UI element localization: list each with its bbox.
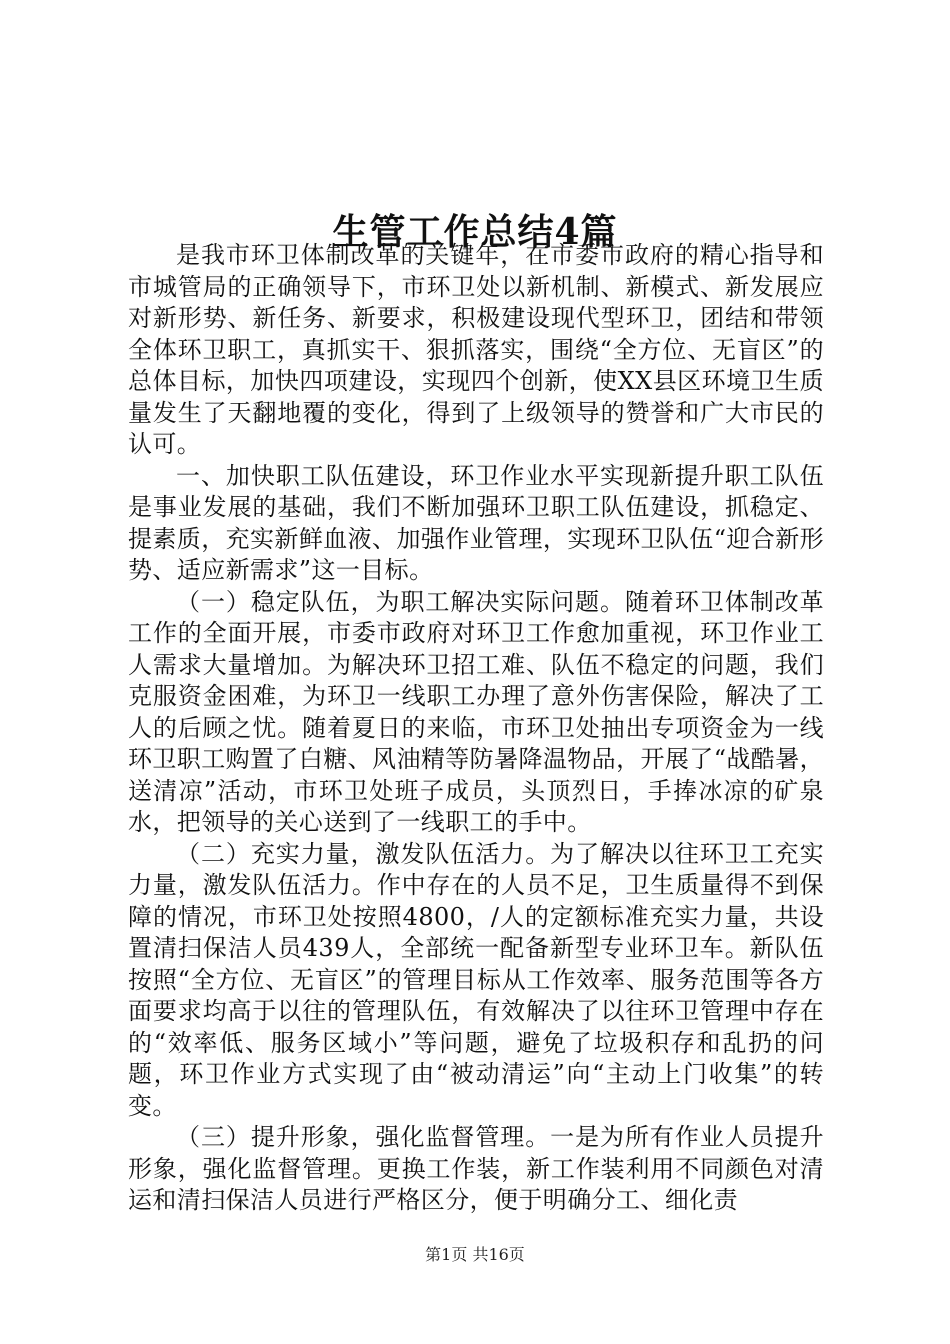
document-title: 生管工作总结4篇 xyxy=(332,211,618,254)
paragraph-intro: 是我市环卫体制改革的关键年，在市委市政府的精心指导和市城管局的正确领导下，市环卫处以新机制、新模式、新发展应对新形势、新任务、新要求，积极建设现代型环卫，团结和带领全体环卫职工，真抓实干、狠抓落实，围绕“全方位、无盲区”的总体目标，加快四项建设，实现四个创新，使XX县区环境卫生质量发生了天翻地覆的变化，得到了上级领导的赞誉和广大市民的认可。 xyxy=(128,241,824,458)
paragraph-section-1: 一、加快职工队伍建设，环卫作业水平实现新提升职工队伍是事业发展的基础，我们不断加强环卫职工队伍建设，抓稳定、提素质，充实新鲜血液、加强作业管理，实现环卫队伍“迎合新形势、适应新需求”这一目标。 xyxy=(128,461,824,584)
document-body xyxy=(128,240,824,1217)
page-number-footer: 第1页 共16页 xyxy=(425,1245,525,1264)
paragraph-subsection-1: （一）稳定队伍，为职工解决实际问题。随着环卫体制改革工作的全面开展，市委市政府对环卫工作愈加重视，环卫作业工人需求大量增加。为解决环卫招工难、队伍不稳定的问题，我们克服资金困难，为环卫一线职工办理了意外伤害保险，解决了工人的后顾之忧。随着夏日的来临，市环卫处抽出专项资金为一线环卫职工购置了白糖、风油精等防暑降温物品，开展了“战酷暑，送清凉”活动，市环卫处班子成员，头顶烈日，手捧冰凉的矿泉水，把领导的关心送到了一线职工的手中。 xyxy=(128,587,824,836)
paragraph-subsection-2: （二）充实力量，激发队伍活力。为了解决以往环卫工充实力量，激发队伍活力。作中存在的人员不足，卫生质量得不到保障的情况，市环卫处按照4800，/人的定额标准充实力量，共设置清扫保洁人员439人，全部统一配备新型专业环卫车。新队伍按照“全方位、无盲区”的管理目标从工作效率、服务范围等各方面要求均高于以往的管理队伍，有效解决了以往环卫管理中存在的“效率低、服务区域小”等问题，避免了垃圾积存和乱扔的问题，环卫作业方式实现了由“被动清运”向“主动上门收集”的转变。 xyxy=(128,839,824,1120)
paragraph-subsection-3: （三）提升形象，强化监督管理。一是为所有作业人员提升形象，强化监督管理。更换工作装，新工作装利用不同颜色对清运和清扫保洁人员进行严格区分，便于明确分工、细化责 xyxy=(128,1123,824,1214)
